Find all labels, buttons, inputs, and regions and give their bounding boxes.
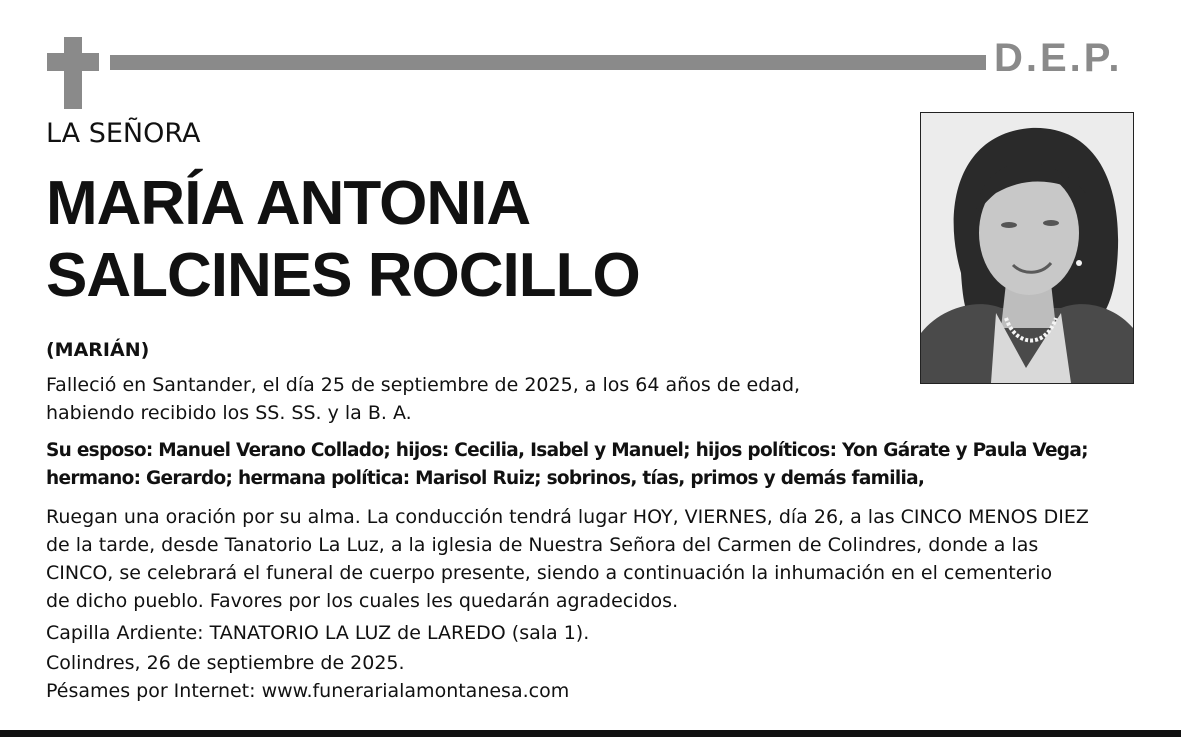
deceased-name — [46, 168, 640, 312]
service-line-4: de dicho pueblo. Favores por los cuales les quedarán agradecidos. — [46, 590, 679, 612]
service-line-3: CINCO, se celebrará el funeral de cuerpo presente, siendo a continuación la inhumación en el cementerio — [46, 562, 1053, 584]
name-line-2: SALCINES ROCILLO — [46, 241, 640, 310]
death-line-1: Falleció en Santander, el día 25 de septiembre de 2025, a los 64 años de edad, — [46, 374, 801, 396]
chapel-info: Capilla Ardiente: TANATORIO LA LUZ de LAREDO (sala 1). — [46, 622, 590, 644]
condolences-link: Pésames por Internet: www.funerarialamontanesa.com — [46, 680, 570, 702]
header-rule — [110, 55, 986, 70]
family-line-1: Su esposo: Manuel Verano Collado; hijos: Cecilia, Isabel y Manuel; hijos políticos: Yon Gárate y Paula Vega; — [46, 440, 1088, 461]
cross-icon-bar — [47, 53, 99, 71]
dep-label: D.E.P. — [994, 36, 1123, 80]
death-notice — [46, 371, 1146, 427]
death-line-2: habiendo recibido los SS. SS. y la B. A. — [46, 402, 412, 424]
deceased-title: LA SEÑORA — [46, 118, 201, 149]
family-line-2: hermano: Gerardo; hermana política: Marisol Ruiz; sobrinos, tías, primos y demás familia, — [46, 468, 925, 489]
place-date: Colindres, 26 de septiembre de 2025. — [46, 652, 405, 674]
portrait-photo — [920, 112, 1134, 384]
bottom-rule — [0, 730, 1181, 737]
name-line-1: MARÍA ANTONIA — [46, 169, 531, 238]
family-list — [46, 437, 1146, 493]
service-line-2: de la tarde, desde Tanatorio La Luz, a la iglesia de Nuestra Señora del Carmen de Colindres, donde a las — [46, 534, 1039, 556]
deceased-nickname: (MARIÁN) — [46, 339, 150, 361]
cross-icon — [64, 37, 82, 109]
service-details — [46, 503, 1146, 615]
service-line-1: Ruegan una oración por su alma. La conducción tendrá lugar HOY, VIERNES, día 26, a las CINCO MENOS DIEZ — [46, 506, 1089, 528]
